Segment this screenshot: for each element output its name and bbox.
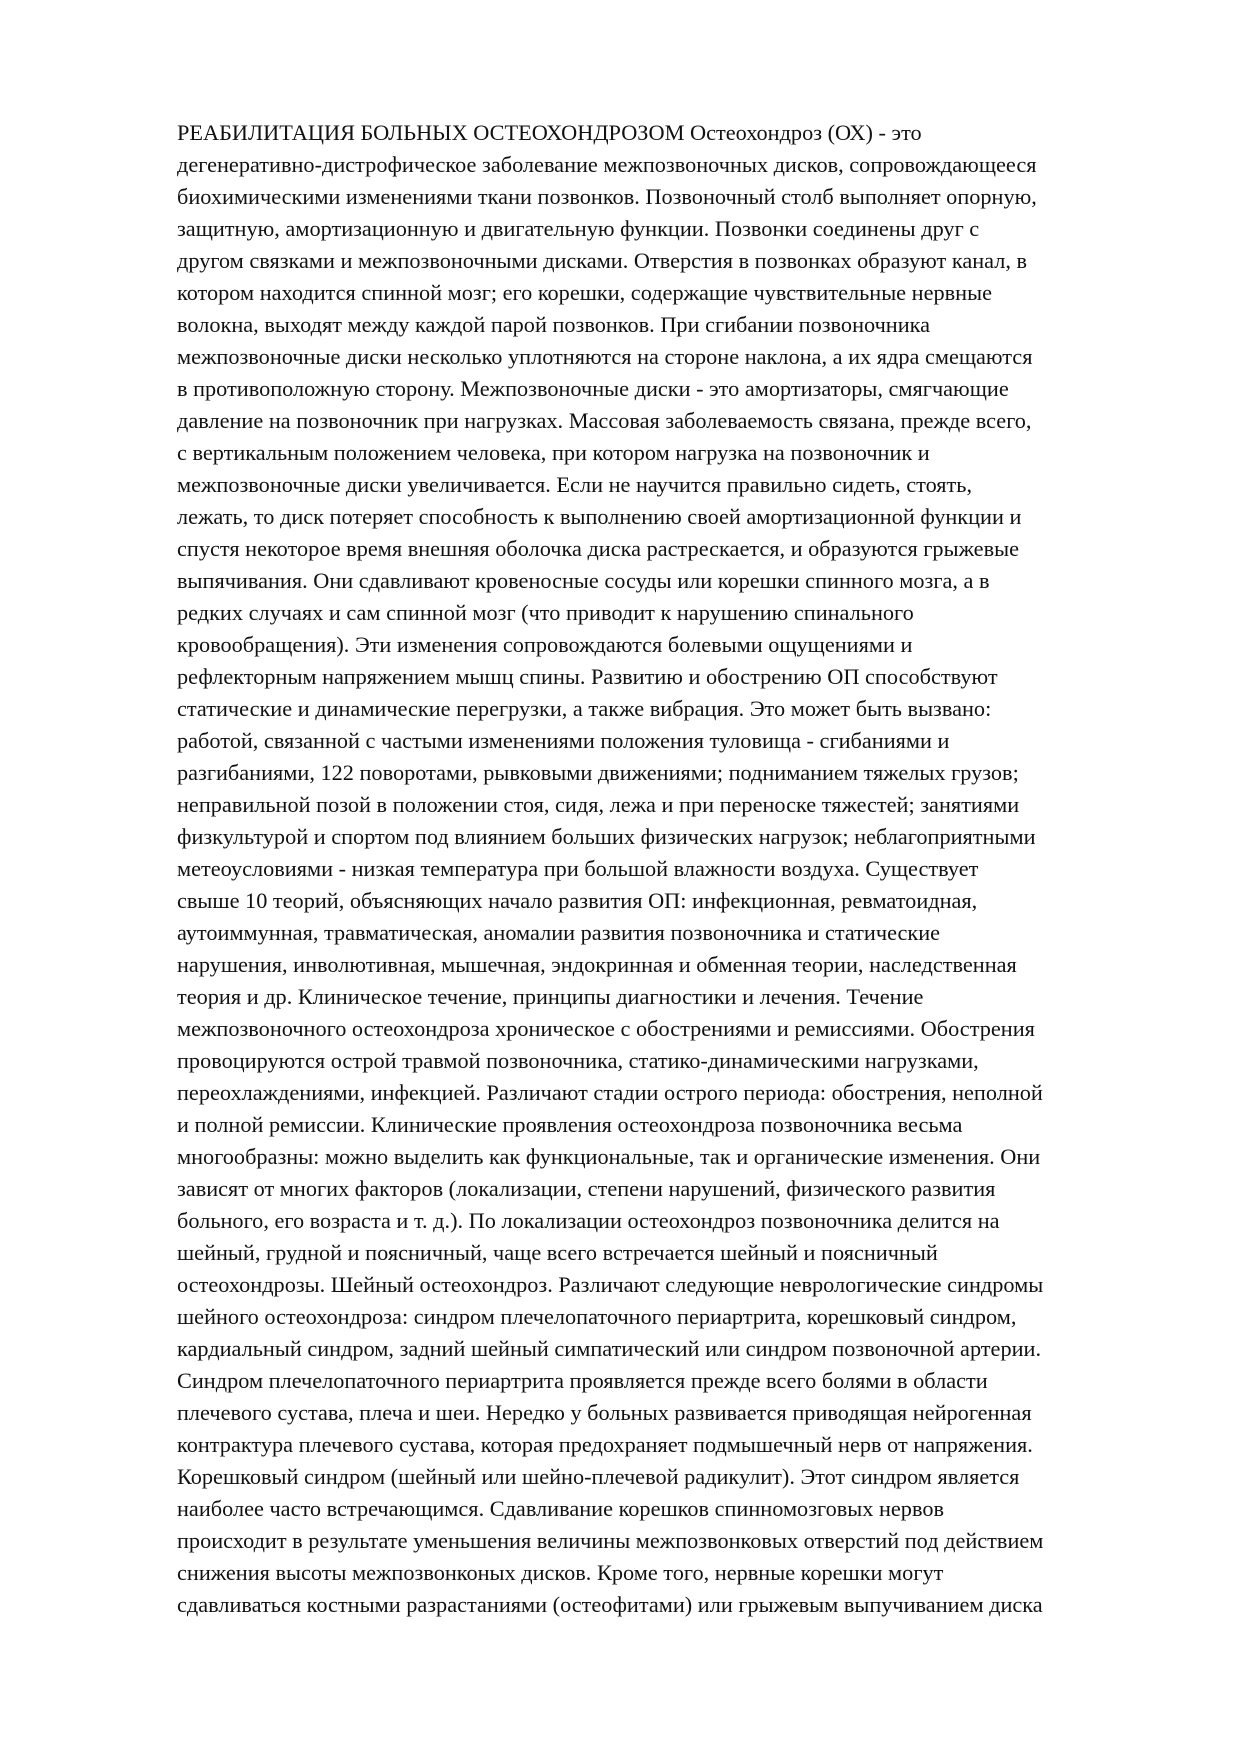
body-text bbox=[177, 117, 1157, 1621]
text-line: теория и др. Клиническое течение, принципы диагностики и лечения. Течение bbox=[177, 984, 924, 1009]
text-line: происходит в результате уменьшения величины межпозвонковых отверстий под действием bbox=[177, 1528, 1044, 1553]
text-line: неправильной позой в положении стоя, сидя, лежа и при переноске тяжестей; занятиями bbox=[177, 792, 1020, 817]
text-line: межпозвоночные диски несколько уплотняются на стороне наклона, а их ядра смещаются bbox=[177, 344, 1033, 369]
text-line: контрактура плечевого сустава, которая предохраняет подмышечный нерв от напряжения. bbox=[177, 1432, 1033, 1457]
text-line: разгибаниями, 122 поворотами, рывковыми движениями; подниманием тяжелых грузов; bbox=[177, 760, 1019, 785]
text-line: РЕАБИЛИТАЦИЯ БОЛЬНЫХ ОСТЕОХОНДРОЗОМ Остеохондроз (ОХ) - это bbox=[177, 120, 922, 145]
text-line: биохимическими изменениями ткани позвонков. Позвоночный столб выполняет опорную, bbox=[177, 184, 1037, 209]
text-line: нарушения, инволютивная, мышечная, эндокринная и обменная теории, наследственная bbox=[177, 952, 1017, 977]
text-line: другом связками и межпозвоночными дисками. Отверстия в позвонках образуют канал, в bbox=[177, 248, 1028, 273]
text-line: наиболее часто встречающимся. Сдавливание корешков спинномозговых нервов bbox=[177, 1496, 945, 1521]
text-line: шейный, грудной и поясничный, чаще всего встречается шейный и поясничный bbox=[177, 1240, 938, 1265]
text-line: и полной ремиссии. Клинические проявления остеохондроза позвоночника весьма bbox=[177, 1112, 963, 1137]
text-line: волокна, выходят между каждой парой позвонков. При сгибании позвоночника bbox=[177, 312, 931, 337]
text-line: кардиальный синдром, задний шейный симпатический или синдром позвоночной артерии. bbox=[177, 1336, 1042, 1361]
text-line: котором находится спинной мозг; его корешки, содержащие чувствительные нервные bbox=[177, 280, 992, 305]
text-line: с вертикальным положением человека, при котором нагрузка на позвоночник и bbox=[177, 440, 930, 465]
text-line: свыше 10 теорий, объясняющих начало развития ОП: инфекционная, ревматоидная, bbox=[177, 888, 978, 913]
text-line: аутоиммунная, травматическая, аномалии развития позвоночника и статические bbox=[177, 920, 941, 945]
text-line: защитную, амортизационную и двигательную функции. Позвонки соединены друг с bbox=[177, 216, 980, 241]
text-line: больного, его возраста и т. д.). По локализации остеохондроз позвоночника делится на bbox=[177, 1208, 1000, 1233]
text-line: редких случаях и сам спинной мозг (что приводит к нарушению спинального bbox=[177, 600, 914, 625]
text-line: снижения высоты межпозвонконых дисков. Кроме того, нервные корешки могут bbox=[177, 1560, 944, 1585]
text-line: межпозвоночного остеохондроза хроническое с обострениями и ремиссиями. Обострения bbox=[177, 1016, 1035, 1041]
text-line: межпозвоночные диски увеличивается. Если не научится правильно сидеть, стоять, bbox=[177, 472, 973, 497]
text-line: многообразны: можно выделить как функциональные, так и органические изменения. Они bbox=[177, 1144, 1041, 1169]
text-line: Синдром плечелопаточного периартрита проявляется прежде всего болями в области bbox=[177, 1368, 988, 1393]
text-line: в противоположную сторону. Межпозвоночные диски - это амортизаторы, смягчающие bbox=[177, 376, 1009, 401]
text-line: статические и динамические перегрузки, а также вибрация. Это может быть вызвано: bbox=[177, 696, 992, 721]
text-line: работой, связанной с частыми изменениями положения туловища - сгибаниями и bbox=[177, 728, 950, 753]
text-line: рефлекторным напряжением мышц спины. Развитию и обострению ОП способствуют bbox=[177, 664, 998, 689]
text-line: остеохондрозы. Шейный остеохондроз. Различают следующие неврологические синдромы bbox=[177, 1272, 1044, 1297]
text-line: сдавливаться костными разрастаниями (остеофитами) или грыжевым выпучиванием диска bbox=[177, 1592, 1043, 1617]
text-line: выпячивания. Они сдавливают кровеносные сосуды или корешки спинного мозга, а в bbox=[177, 568, 990, 593]
text-line: кровообращения). Эти изменения сопровождаются болевыми ощущениями и bbox=[177, 632, 913, 657]
text-line: физкультурой и спортом под влиянием больших физических нагрузок; неблагоприятными bbox=[177, 824, 1036, 849]
text-line: шейного остеохондроза: синдром плечелопаточного периартрита, корешковый синдром, bbox=[177, 1304, 1017, 1329]
text-line: провоцируются острой травмой позвоночника, статико-динамическими нагрузками, bbox=[177, 1048, 979, 1073]
text-line: зависят от многих факторов (локализации, степени нарушений, физического развития bbox=[177, 1176, 996, 1201]
text-line: дегенеративно-дистрофическое заболевание межпозвоночных дисков, сопровождающееся bbox=[177, 152, 1037, 177]
text-line: спустя некоторое время внешняя оболочка диска растрескается, и образуются грыжевые bbox=[177, 536, 1019, 561]
text-line: давление на позвоночник при нагрузках. Массовая заболеваемость связана, прежде всего, bbox=[177, 408, 1032, 433]
text-line: лежать, то диск потеряет способность к выполнению своей амортизационной функции и bbox=[177, 504, 1022, 529]
text-line: переохлаждениями, инфекцией. Различают стадии острого периода: обострения, неполной bbox=[177, 1080, 1043, 1105]
text-line: метеоусловиями - низкая температура при большой влажности воздуха. Существует bbox=[177, 856, 979, 881]
text-line: плечевого сустава, плеча и шеи. Нередко у больных развивается приводящая нейрогенная bbox=[177, 1400, 1032, 1425]
text-line: Корешковый синдром (шейный или шейно-плечевой радикулит). Этот синдром является bbox=[177, 1464, 1020, 1489]
